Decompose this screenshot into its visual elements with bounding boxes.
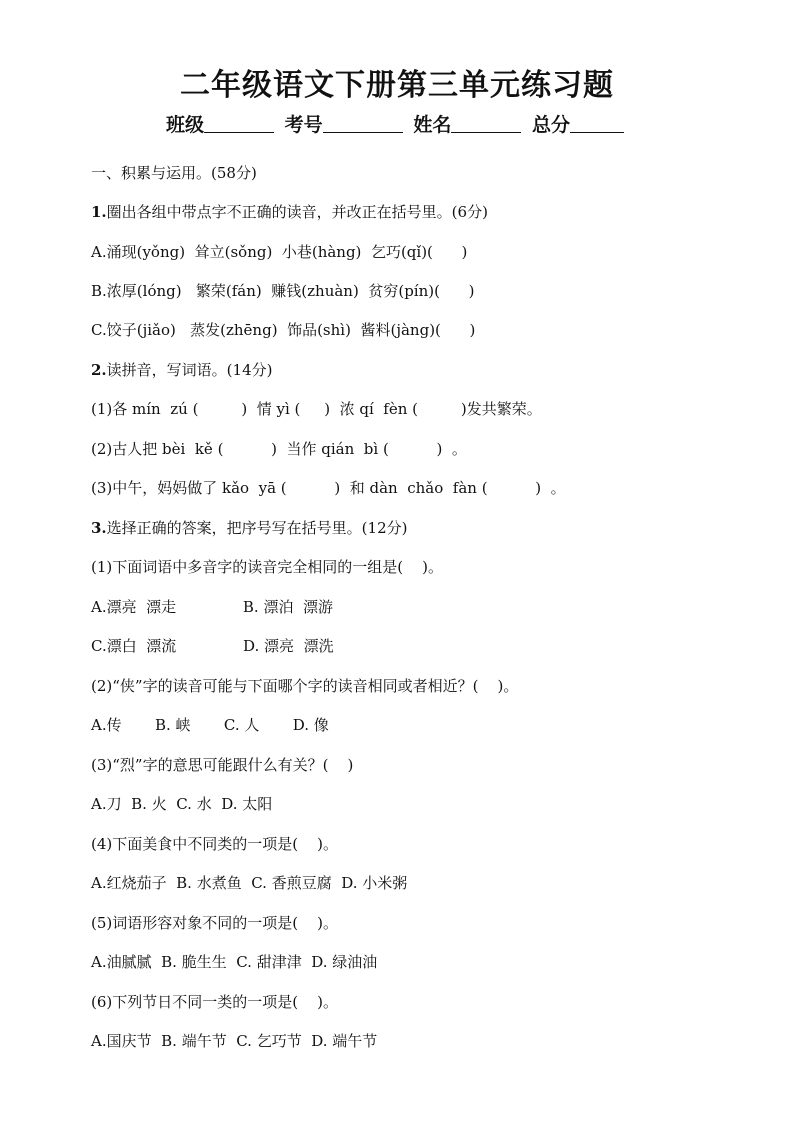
question-3-sub-1-options-ab: A.漂亮 漂走 B. 漂泊 漂游	[91, 598, 333, 616]
question-3-sub-1-options-cd: C.漂白 漂流 D. 漂亮 漂洗	[91, 637, 334, 655]
question-3-sub-4: (4)下面美食中不同类的一项是( )。	[91, 835, 339, 853]
question-1-option-b: B.浓厚(lóng) 繁荣(fán) 赚钱(zhuàn) 贫穷(pín)( )	[91, 282, 475, 300]
question-3-sub-5: (5)词语形容对象不同的一项是( )。	[91, 914, 339, 932]
question-text: 选择正确的答案，把序号写在括号里。(12分)	[106, 519, 408, 537]
question-2-item-1: (1)各 mín zú ( ) 情 yì ( ) 浓 qí fèn ( )发共繁荣。	[91, 400, 542, 418]
question-1-option-a: A.涌现(yǒng) 耸立(sǒng) 小巷(hàng) 乞巧(qǐ)( )	[91, 243, 468, 261]
question-3-sub-4-options: A.红烧茄子 B. 水煮鱼 C. 香煎豆腐 D. 小米粥	[91, 874, 408, 892]
question-text: 读拼音，写词语。(14分)	[106, 361, 273, 379]
question-text: 圈出各组中带点字不正确的读音，并改正在括号里。(6分)	[106, 203, 488, 221]
name-label: 姓名	[413, 114, 452, 136]
question-2-item-2: (2)古人把 bèi kě ( ) 当作 qián bì ( ) 。	[91, 440, 467, 458]
question-3-sub-2: (2)“侠”字的读音可能与下面哪个字的读音相同或者相近？( )。	[91, 677, 519, 695]
question-3-sub-6: (6)下列节日不同一类的一项是( )。	[91, 993, 339, 1011]
exam-number-label: 考号	[284, 114, 323, 136]
score-blank[interactable]	[570, 114, 624, 133]
question-number: 1.	[91, 203, 107, 221]
section-heading: 一、积累与运用。(58分)	[91, 164, 257, 182]
question-1-heading	[91, 202, 488, 222]
exam-number-blank[interactable]	[323, 114, 403, 133]
question-3-heading	[91, 518, 407, 538]
question-1-option-c: C.饺子(jiǎo) 蒸发(zhēng) 饰品(shì) 酱料(jàng)( )	[91, 321, 476, 339]
student-info-line	[0, 110, 794, 137]
question-3-sub-3: (3)“烈”字的意思可能跟什么有关？( )	[91, 756, 354, 774]
class-label: 班级	[166, 114, 205, 136]
question-number: 2.	[91, 361, 107, 379]
question-2-item-3: (3)中午，妈妈做了 kǎo yā ( ) 和 dàn chǎo fàn ( ) 。	[91, 479, 566, 497]
page-title: 二年级语文下册第三单元练习题	[180, 68, 614, 103]
class-blank[interactable]	[204, 114, 274, 133]
score-label: 总分	[531, 114, 570, 136]
question-2-heading	[91, 360, 272, 380]
question-3-sub-3-options: A.刀 B. 火 C. 水 D. 太阳	[91, 795, 273, 813]
name-blank[interactable]	[451, 114, 521, 133]
question-3-sub-2-options: A.传 B. 峡 C. 人 D. 像	[91, 716, 329, 734]
question-number: 3.	[91, 519, 107, 537]
question-3-sub-1: (1)下面词语中多音字的读音完全相同的一组是( )。	[91, 558, 444, 576]
question-3-sub-5-options: A.油腻腻 B. 脆生生 C. 甜津津 D. 绿油油	[91, 953, 378, 971]
question-3-sub-6-options: A.国庆节 B. 端午节 C. 乞巧节 D. 端午节	[91, 1032, 378, 1050]
